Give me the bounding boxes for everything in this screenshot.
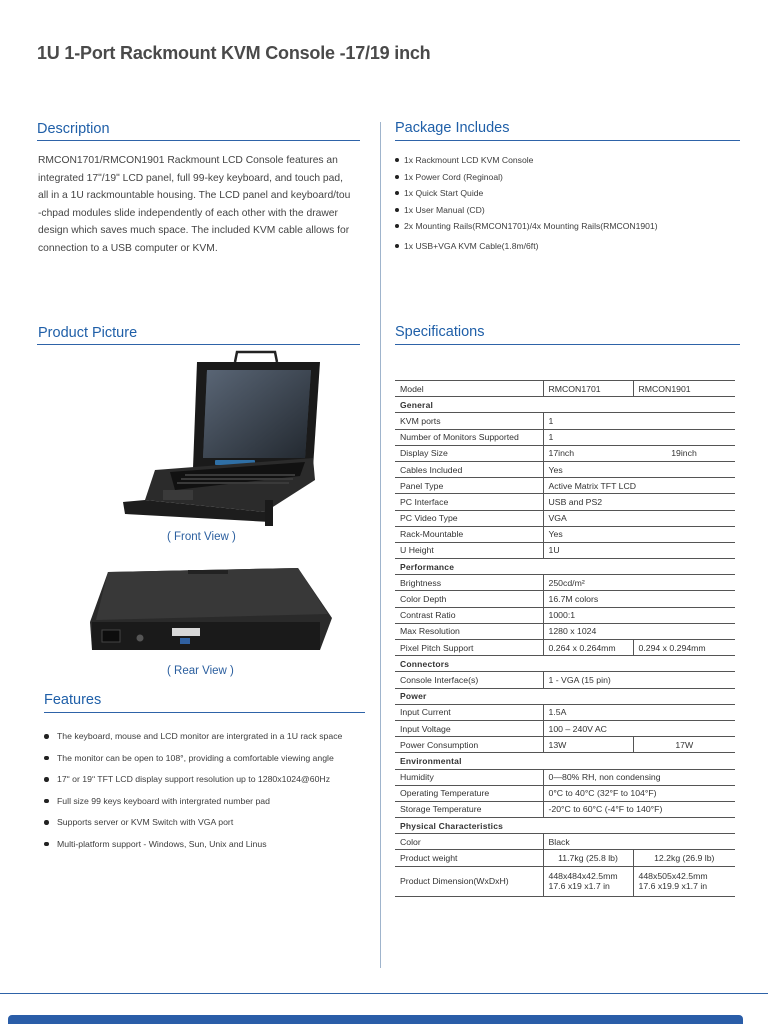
specs-rule: [395, 344, 740, 345]
description-text: [38, 152, 378, 257]
description-line: all in a 1U rackmountable housing. The LCD panel and keyboard/tou: [38, 190, 351, 201]
package-list: [395, 154, 745, 256]
rear-view-image: [88, 566, 333, 654]
rear-view-caption: ( Rear View ): [167, 665, 234, 677]
bullet-icon: [395, 224, 399, 228]
table-row: U Height 1U: [395, 542, 735, 558]
features-rule: [44, 712, 365, 713]
bullet-icon: [395, 208, 399, 212]
description-heading: Description: [37, 121, 110, 137]
package-rule: [395, 140, 740, 141]
bullet-icon: [395, 175, 399, 179]
package-item: 1x Power Cord (Reginoal): [395, 171, 745, 188]
feature-item: Multi-platform support - Windows, Sun, Unix and Linus: [44, 838, 379, 860]
table-row: Storage Temperature -20°C to 60°C (-4°F to 140°F): [395, 801, 735, 817]
specs-heading: Specifications: [395, 324, 485, 340]
bullet-icon: [395, 191, 399, 195]
table-row: Max Resolution 1280 x 1024: [395, 623, 735, 639]
footer-rule: [0, 993, 768, 994]
table-group-row: Environmental: [395, 753, 735, 769]
table-group-row: General: [395, 397, 735, 413]
table-row: Product Dimension(WxDxH) 448x484x42.5mm 17.6 x19 x1.7 in 448x505x42.5mm 17.6 x19.9 x1.7 in: [395, 866, 735, 896]
table-row: Input Voltage 100 – 240V AC: [395, 720, 735, 736]
table-row: Power Consumption 13W 17W: [395, 737, 735, 753]
table-row: Humidity 0—80% RH, non condensing: [395, 769, 735, 785]
table-row: Panel Type Active Matrix TFT LCD: [395, 478, 735, 494]
table-row: Cables Included Yes: [395, 461, 735, 477]
table-row: Color Black: [395, 834, 735, 850]
table-row: PC Video Type VGA: [395, 510, 735, 526]
bullet-icon: [395, 244, 399, 248]
table-row: Display Size 17inch 19inch: [395, 445, 735, 461]
table-row: PC Interface USB and PS2: [395, 494, 735, 510]
table-row: KVM ports 1: [395, 413, 735, 429]
description-rule: [37, 140, 360, 141]
table-group-row: Power: [395, 688, 735, 704]
table-row: Rack-Mountable Yes: [395, 526, 735, 542]
picture-rule: [37, 344, 360, 345]
package-item: 1x USB+VGA KVM Cable(1.8m/6ft): [395, 240, 745, 257]
table-row: Product weight 11.7kg (25.8 lb) 12.2kg (26.9 lb): [395, 850, 735, 866]
bullet-icon: [44, 842, 49, 847]
description-line: RMCON1701/RMCON1901 Rackmount LCD Console features an: [38, 155, 338, 166]
footer-bar: [8, 1015, 743, 1024]
table-group-row: Performance: [395, 559, 735, 575]
table-group-row: Physical Characteristics: [395, 818, 735, 834]
table-row: Contrast Ratio 1000:1: [395, 607, 735, 623]
table-row: Number of Monitors Supported 1: [395, 429, 735, 445]
feature-item: 17ʺ or 19ʺ TFT LCD display support resolution up to 1280x1024@60Hz: [44, 773, 379, 795]
table-row: Console Interface(s) 1 - VGA (15 pin): [395, 672, 735, 688]
feature-item: The keyboard, mouse and LCD monitor are intergrated in a 1U rack space: [44, 730, 379, 752]
package-item: 1x User Manual (CD): [395, 204, 745, 221]
bullet-icon: [44, 756, 49, 761]
description-line: integrated 17ʺ/19ʺ LCD panel, full 99-key keyboard, and touch pad,: [38, 172, 343, 184]
feature-item: The monitor can be open to 108°, providing a comfortable viewing angle: [44, 752, 379, 774]
front-view-caption: ( Front View ): [167, 531, 236, 543]
page-title: 1U 1-Port Rackmount KVM Console -17/19 inch: [37, 43, 431, 63]
bullet-icon: [44, 777, 49, 782]
table-row: Operating Temperature 0°C to 40°C (32°F to 104°F): [395, 785, 735, 801]
specifications-table: [395, 380, 735, 897]
package-item: 1x Rackmount LCD KVM Console: [395, 154, 745, 171]
table-row: Color Depth 16.7M colors: [395, 591, 735, 607]
package-item: 2x Mounting Rails(RMCON1701)/4x Mounting Rails(RMCON1901): [395, 220, 745, 237]
bullet-icon: [44, 734, 49, 739]
features-list: [44, 730, 379, 859]
package-heading: Package Includes: [395, 120, 510, 136]
table-group-row: Connectors: [395, 656, 735, 672]
picture-heading: Product Picture: [38, 325, 138, 341]
table-row: Brightness 250cd/m²: [395, 575, 735, 591]
feature-item: Supports server or KVM Switch with VGA port: [44, 816, 379, 838]
description-line: -chpad modules slide independently of each other with the drawer: [38, 207, 338, 219]
column-divider: [380, 122, 381, 968]
description-line: connection to a USB computer or KVM.: [38, 242, 218, 254]
table-row: Pixel Pitch Support 0.264 x 0.264mm 0.294 x 0.294mm: [395, 640, 735, 656]
bullet-icon: [395, 158, 399, 162]
features-heading: Features: [44, 692, 102, 708]
package-item: 1x Quick Start Quide: [395, 187, 745, 204]
table-row: Input Current 1.5A: [395, 704, 735, 720]
bullet-icon: [44, 799, 49, 804]
description-line: design which saves much space. The included KVM cable allows for: [38, 225, 350, 236]
bullet-icon: [44, 820, 49, 825]
front-view-image: [115, 350, 320, 530]
table-row: Model RMCON1701 RMCON1901: [395, 381, 735, 397]
feature-item: Full size 99 keys keyboard with intergrated number pad: [44, 795, 379, 817]
